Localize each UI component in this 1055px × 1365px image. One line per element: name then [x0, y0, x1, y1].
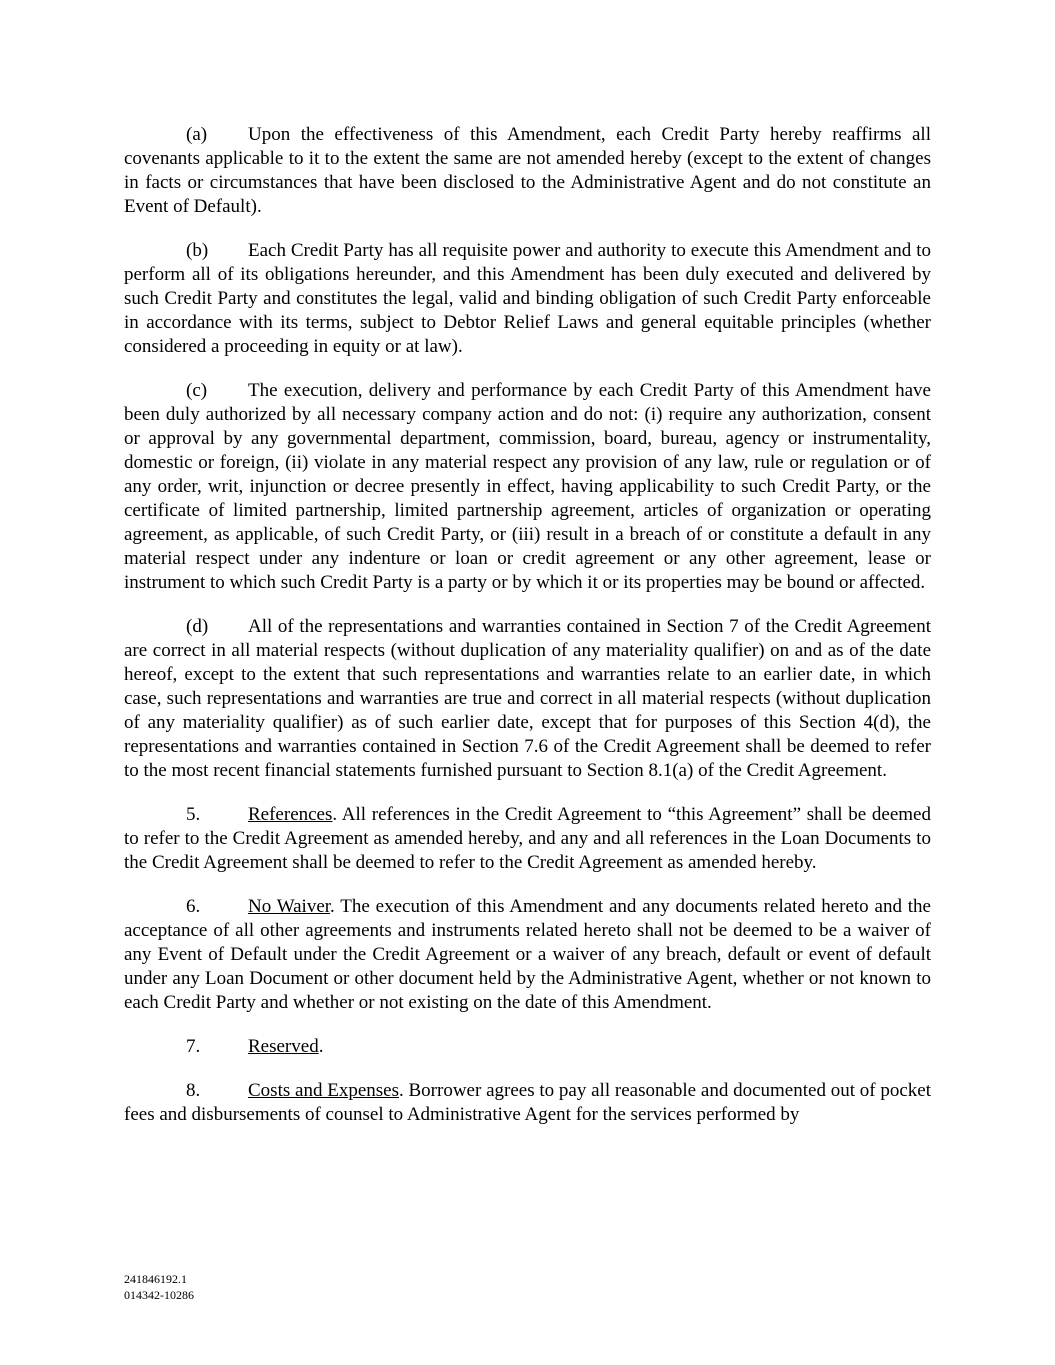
paragraph-b-label: (b): [186, 240, 209, 261]
section-7: [124, 1035, 931, 1059]
section-5-number: 5.: [186, 804, 201, 825]
section-5: [124, 803, 931, 875]
paragraph-d-text: All of the representations and warranties contained in Section 7 of the Credit Agreement are correct in all material respects (without duplication of any materiality qualifier) on and as of the date hereof, except to the extent that such representations and warranties relate to an earlier date, in which case, such representations and warranties are true and correct in all material respects (without duplication of any materiality qualifier) as of such earlier date, except that for purposes of this Section 4(d), the representations and warranties contained in Section 7.6 of the Credit Agreement shall be deemed to refer to the most recent financial statements furnished pursuant to Section 8.1(a) of the Credit Agreement.: [124, 616, 931, 781]
section-6-title: No Waiver: [248, 896, 331, 917]
document-footer: [124, 1271, 194, 1303]
paragraph-a-label: (a): [186, 124, 208, 145]
section-8-title: Costs and Expenses: [248, 1080, 399, 1101]
paragraph-d-label: (d): [186, 616, 209, 637]
section-5-title: References: [248, 804, 333, 825]
footer-doc-id: 241846192.1: [124, 1272, 187, 1286]
section-5-text: . All references in the Credit Agreement to “this Agreement” shall be deemed to refer to the Credit Agreement as amended hereby, and any and all references in the Loan Documents to the Credit Agreement shall be deemed to refer to the Credit Agreement as amended hereby.: [124, 804, 931, 873]
footer-matter-id: 014342-10286: [124, 1288, 194, 1302]
document-page: [124, 123, 931, 1147]
section-6-text: . The execution of this Amendment and any documents related hereto and the acceptance of all other agreements and instruments related hereto shall not be deemed to be a waiver of any Event of Default under the Credit Agreement or a waiver of any breach, default or event of default under any Loan Document or other document held by the Administrative Agent, whether or not known to each Credit Party and whether or not existing on the date of this Amendment.: [124, 896, 931, 1013]
paragraph-c-label: (c): [186, 380, 208, 401]
section-8-text: . Borrower agrees to pay all reasonable and documented out of pocket fees and disbursements of counsel to Administrative Agent for the services performed by: [124, 1080, 932, 1125]
paragraph-d: [124, 615, 931, 783]
section-7-title: Reserved: [248, 1036, 319, 1057]
paragraph-c: [124, 379, 931, 595]
section-8: [124, 1079, 931, 1127]
section-7-text: .: [318, 1036, 324, 1057]
paragraph-b: [124, 239, 931, 359]
paragraph-a-text: Upon the effectiveness of this Amendment, each Credit Party hereby reaffirms all covenants applicable to it to the extent the same are not amended hereby (except to the extent of changes in facts or circumstances that have been disclosed to the Administrative Agent and do not constitute an Event of Default).: [124, 124, 931, 217]
section-6-number: 6.: [186, 896, 201, 917]
paragraph-a: [124, 123, 931, 219]
section-6: [124, 895, 931, 1015]
paragraph-b-text: Each Credit Party has all requisite power and authority to execute this Amendment and to perform all of its obligations hereunder, and this Amendment has been duly executed and delivered by such Credit Party and constitutes the legal, valid and binding obligation of such Credit Party enforceable in accordance with its terms, subject to Debtor Relief Laws and general equitable principles (whether considered a proceeding in equity or at law).: [124, 240, 931, 357]
paragraph-c-text: The execution, delivery and performance by each Credit Party of this Amendment have been duly authorized by all necessary company action and do not: (i) require any authorization, consent or approval by any governmental department, commission, board, bureau, agency or instrumentality, domestic or foreign, (ii) violate in any material respect any provision of any law, rule or regulation or of any order, writ, injunction or decree presently in effect, having applicability to such Credit Party, or the certificate of limited partnership, limited partnership agreement, articles of organization or operating agreement, as applicable, of such Credit Party, or (iii) result in a breach of or constitute a default in any material respect under any indenture or loan or credit agreement or any other agreement, lease or instrument to which such Credit Party is a party or by which it or its properties may be bound or affected.: [124, 380, 931, 593]
section-8-number: 8.: [186, 1080, 201, 1101]
section-7-number: 7.: [186, 1036, 201, 1057]
